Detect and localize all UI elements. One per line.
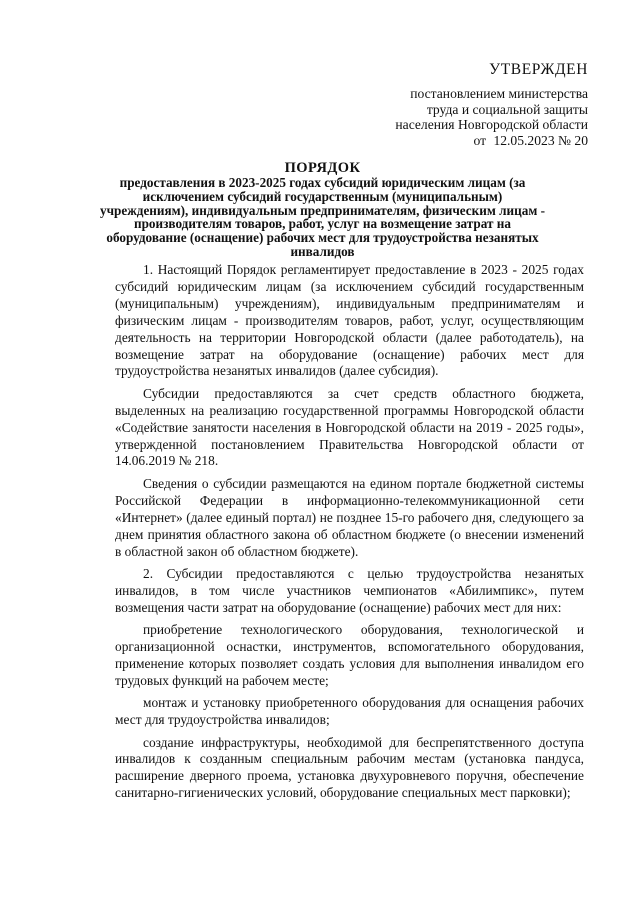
document-body [115,262,584,808]
approval-heading: УТВЕРЖДЕН [489,61,588,78]
approval-line-1: постановлением министерства [410,86,588,101]
approval-date-prefix: от [473,132,487,148]
paragraph-1: 1. Настоящий Порядок регламентирует предоставление в 2023 - 2025 годах субсидий юридическим лицам (за исключением субсидий государственным (муниципальным) учреждениям), индивидуальным предпринимателям и физическим лицам - производителям товаров, работ, услуг, осуществляющим деятельность на территории Новгородской области (далее работодатель), на возмещение затрат на оборудование (оснащение) рабочих мест для трудоустройства незанятых инвалидов (далее субсидия). [115,262,584,379]
paragraph-6: монтаж и установку приобретенного оборудования для оснащения рабочих мест для трудоустройства инвалидов; [115,695,584,728]
paragraph-3: Сведения о субсидии размещаются на едином портале бюджетной системы Российской Федерации в информационно-телекоммуникационной сети «Интернет» (далее единый портал) не позднее 15-го рабочего дня, следующего за днем принятия областного закона об областном бюджете (о внесении изменений в областной закон об областном бюджете). [115,475,584,559]
document-title-block [100,160,545,259]
approval-line-2: труда и социальной защиты [426,101,588,117]
paragraph-7: создание инфраструктуры, необходимой для беспрепятственного доступа инвалидов к созданным специальным рабочим местам (установка пандуса, расширение дверного проема, установка двухуровневого поручня, обеспечение санитарно-гигиенических условий, оборудование специальных мест парковки); [115,734,584,801]
paragraph-5: приобретение технологического оборудования, технологической и организационной оснастки, инструментов, вспомогательного оборудования, применение которых позволяет создать условия для выполнения инвалидом его трудовых функций на рабочем месте; [115,622,584,688]
approval-date: 12.05.2023 [493,132,555,148]
approval-number: 20 [574,132,588,148]
approval-date-line [328,133,588,149]
document-subtitle: предоставления в 2023-2025 годах субсидий юридическим лицам (за исключением субсидий государственным (муниципальным) учреждениям), индивидуальным предпринимателям, физическим лицам - производителям товаров, работ, услуг на возмещение затрат на оборудование (оснащение) рабочих мест для трудоустройства незанятых инвалидов [100,175,545,259]
approval-line-3: населения Новгородской области [395,117,588,132]
paragraph-2: Субсидии предоставляются за счет средств областного бюджета, выделенных на реализацию государственной программы Новгородской области «Содействие занятости населения в Новгородской области на 2019 - 2025 годы», утвержденной постановлением Правительства Новгородской области от 14.06.2019 № 218. [115,385,584,469]
document-title: ПОРЯДОК [284,160,361,176]
approval-number-sign: № [558,132,571,148]
approval-stamp [328,60,588,149]
paragraph-4: 2. Субсидии предоставляются с целью трудоустройства незанятых инвалидов, в том числе участников чемпионатов «Абилимпикс», путем возмещения части затрат на оборудование (оснащение) рабочих мест для них: [115,565,584,615]
